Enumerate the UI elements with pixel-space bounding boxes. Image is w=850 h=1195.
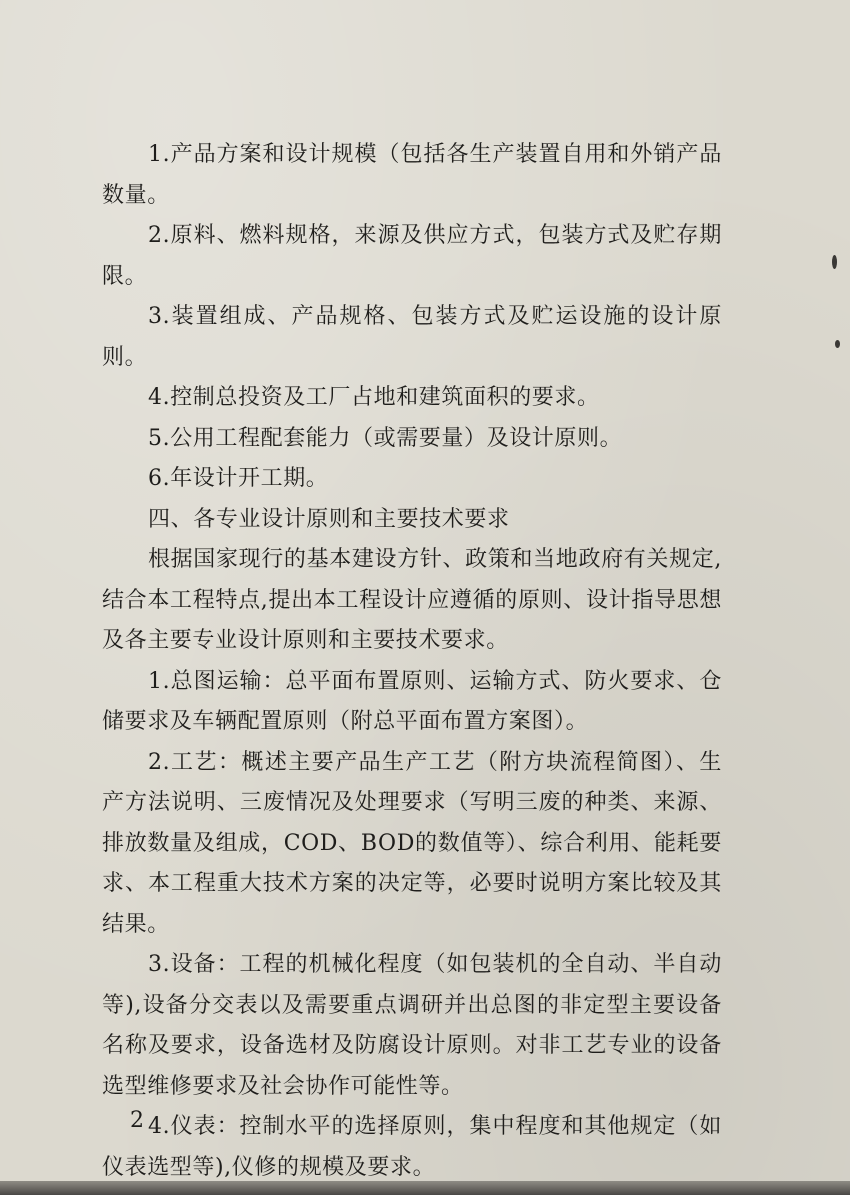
item-general-layout: 1.总图运输：总平面布置原则、运输方式、防火要求、仓储要求及车辆配置原则（附总平面布置方案图）。 <box>102 668 722 734</box>
page-number: 2 <box>130 1108 144 1133</box>
item-process: 2.工艺：概述主要产品生产工艺（附方块流程简图）、生产方法说明、三废情况及处理要求（写明三废的种类、来源、排放数量及组成，COD、BOD的数值等）、综合利用、能耗要求、本工程重大技术方案的决定等，必要时说明方案比较及其结果。 <box>102 749 722 937</box>
item-product-plan: 1.产品方案和设计规模（包括各生产装置自用和外销产品数量。 <box>102 142 722 208</box>
item-utilities: 5.公用工程配套能力（或需要量）及设计原则。 <box>148 425 623 451</box>
scan-speck <box>835 340 840 348</box>
section-intro: 根据国家现行的基本建设方针、政策和当地政府有关规定,结合本工程特点,提出本工程设计应遵循的原则、设计指导思想及各主要专业设计原则和主要技术要求。 <box>102 547 722 653</box>
item-unit-composition: 3.装置组成、产品规格、包装方式及贮运设施的设计原则。 <box>102 304 722 370</box>
item-start-date: 6.年设计开工期。 <box>148 466 329 491</box>
item-raw-materials: 2.原料、燃料规格，来源及供应方式，包装方式及贮存期限。 <box>102 223 722 289</box>
section-heading: 四、各专业设计原则和主要技术要求 <box>148 506 510 532</box>
scan-speck <box>832 255 837 269</box>
item-equipment: 3.设备：工程的机械化程度（如包装机的全自动、半自动等),设备分交表以及需要重点调研并出总图的非定型主要设备名称及要求，设备选材及防腐设计原则。对非工艺专业的设备选型维修要求及社会协作可能性等。 <box>102 952 722 1099</box>
item-investment-control: 4.控制总投资及工厂占地和建筑面积的要求。 <box>148 385 600 410</box>
scan-bottom-edge <box>0 1181 850 1195</box>
body-text <box>102 135 722 1188</box>
item-instruments: 4.仪表：控制水平的选择原则，集中程度和其他规定（如仪表选型等),仪修的规模及要求。 <box>102 1114 722 1180</box>
